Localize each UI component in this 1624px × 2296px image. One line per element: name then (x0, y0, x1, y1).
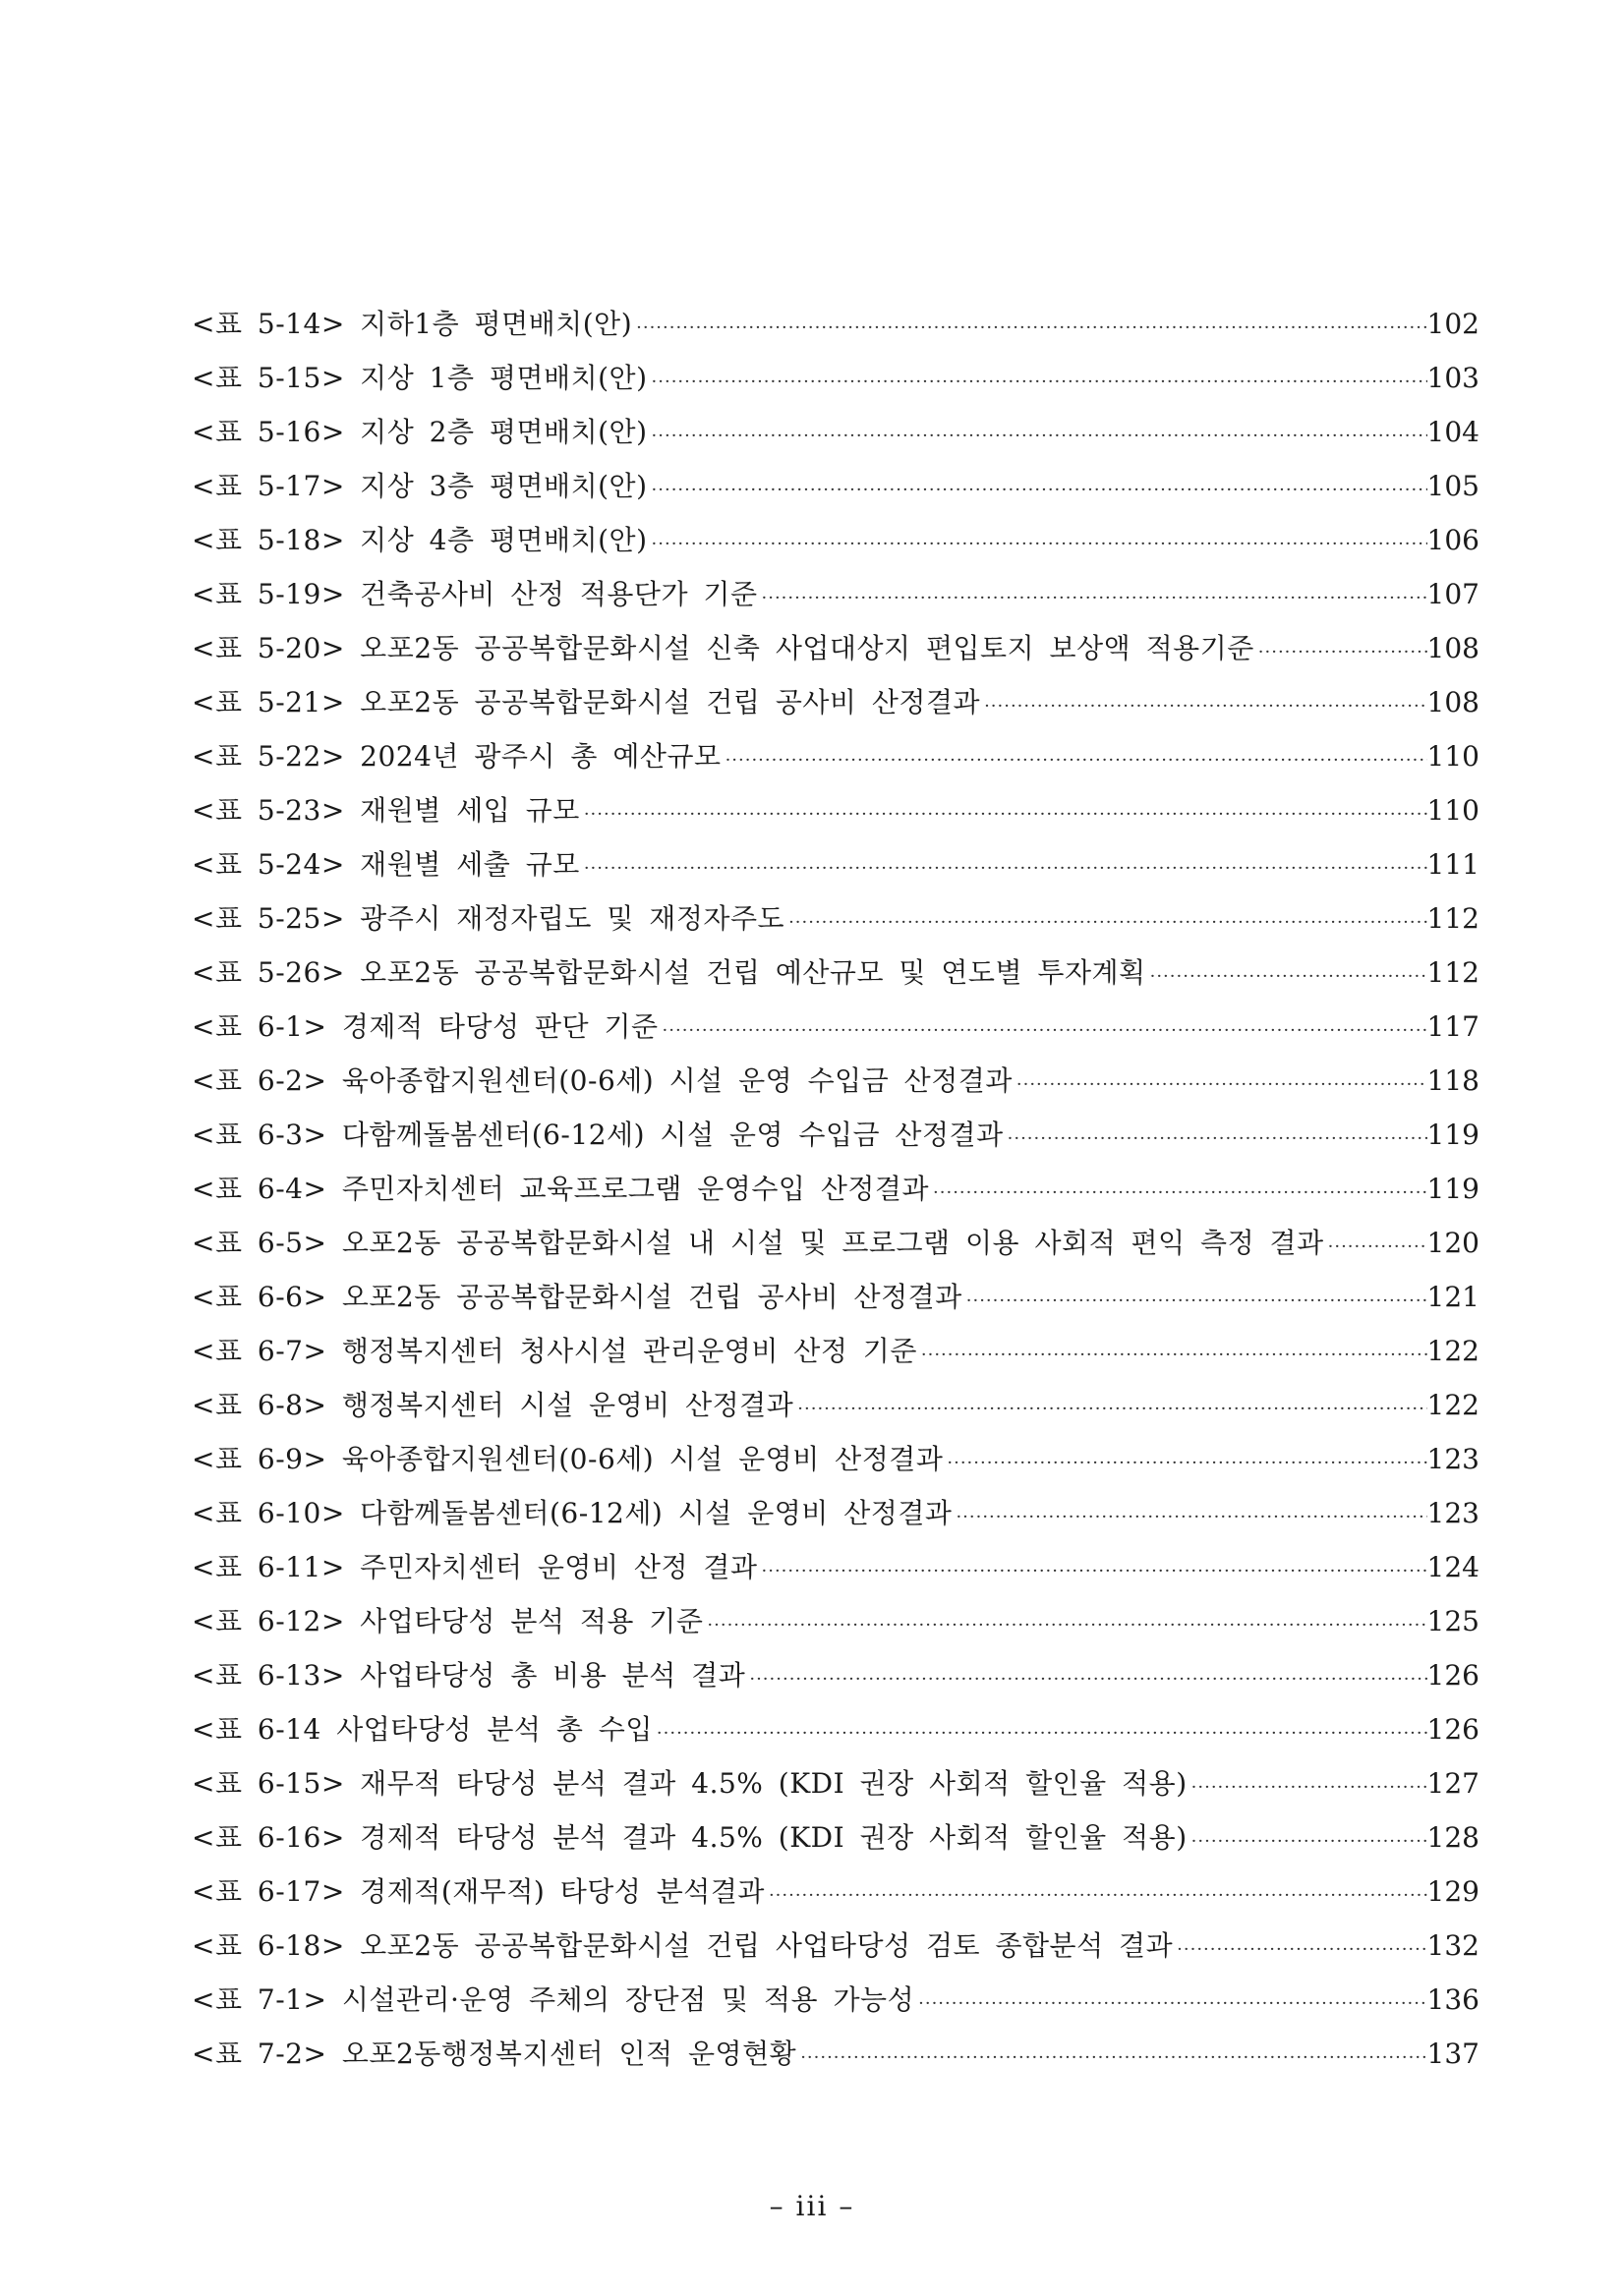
toc-dot-leader (1188, 1814, 1427, 1868)
toc-dot-leader (648, 409, 1427, 463)
toc-entry[interactable] (192, 837, 1479, 891)
toc-entry-page: 111 (1426, 848, 1479, 881)
toc-entry-title: <표 5-22> 2024년 광주시 총 예산규모 (192, 740, 722, 773)
toc-dot-leader (653, 1706, 1427, 1760)
toc-entry[interactable] (192, 1810, 1479, 1865)
toc-entry-page: 126 (1426, 1659, 1479, 1692)
toc-entry[interactable] (192, 1648, 1479, 1702)
toc-entry-page: 110 (1426, 794, 1479, 827)
toc-entry[interactable] (192, 1162, 1479, 1216)
toc-entry-page: 108 (1426, 686, 1479, 718)
toc-dot-leader (1173, 1923, 1426, 1977)
toc-entry-page: 103 (1426, 362, 1479, 394)
toc-entry[interactable] (192, 891, 1479, 946)
toc-entry-title: <표 5-25> 광주시 재정자립도 및 재정자주도 (192, 902, 785, 935)
toc-dot-leader (796, 2031, 1426, 2085)
toc-entry[interactable] (192, 675, 1479, 729)
page-number: – iii – (769, 2190, 855, 2222)
toc-dot-leader (648, 517, 1427, 571)
toc-entry[interactable] (192, 1378, 1479, 1432)
toc-dot-leader (962, 1274, 1427, 1328)
toc-dot-leader (758, 1544, 1427, 1598)
toc-entry-title: <표 5-20> 오포2동 공공복합문화시설 신축 사업대상지 편입토지 보상액 적용기준 (192, 632, 1254, 664)
toc-entry[interactable] (192, 1865, 1479, 1919)
toc-entry-title: <표 6-8> 행정복지센터 시설 운영비 산정결과 (192, 1389, 794, 1421)
toc-dot-leader (648, 463, 1427, 517)
toc-entry[interactable] (192, 1756, 1479, 1810)
toc-dot-leader (745, 1652, 1426, 1706)
toc-entry-page: 129 (1426, 1875, 1479, 1908)
toc-entry-title: <표 6-6> 오포2동 공공복합문화시설 건립 공사비 산정결과 (192, 1281, 962, 1313)
toc-entry-title: <표 6-2> 육아종합지원센터(0-6세) 시설 운영 수입금 산정결과 (192, 1064, 1013, 1097)
toc-entry-title: <표 6-3> 다함께돌봄센터(6-12세) 시설 운영 수입금 산정결과 (192, 1119, 1004, 1151)
toc-entry-title: <표 5-23> 재원별 세입 규모 (192, 794, 580, 827)
toc-entry-title: <표 6-12> 사업타당성 분석 적용 기준 (192, 1605, 704, 1637)
toc-dot-leader (1013, 1058, 1427, 1112)
toc-entry-page: 127 (1426, 1767, 1479, 1800)
toc-dot-leader (703, 1598, 1426, 1652)
toc-entry-page: 123 (1426, 1443, 1479, 1475)
toc-entry-title: <표 5-19> 건축공사비 산정 적용단가 기준 (192, 578, 758, 610)
toc-entry-page: 122 (1426, 1335, 1479, 1367)
toc-dot-leader (980, 679, 1426, 733)
toc-dot-leader (917, 1328, 1427, 1382)
toc-dot-leader (1188, 1760, 1427, 1814)
toc-entry-page: 123 (1426, 1497, 1479, 1529)
toc-entry[interactable] (192, 1594, 1479, 1648)
toc-entry-page: 121 (1426, 1281, 1479, 1313)
toc-entry[interactable] (192, 297, 1479, 351)
toc-entry[interactable] (192, 946, 1479, 1000)
toc-entry[interactable] (192, 567, 1479, 621)
toc-dot-leader (632, 301, 1426, 355)
toc-entry[interactable] (192, 1702, 1479, 1756)
toc-entry-title: <표 5-21> 오포2동 공공복합문화시설 건립 공사비 산정결과 (192, 686, 981, 718)
toc-entry[interactable] (192, 459, 1479, 513)
toc-entry-title: <표 6-7> 행정복지센터 청사시설 관리운영비 산정 기준 (192, 1335, 917, 1367)
toc-entry[interactable] (192, 1432, 1479, 1486)
toc-entry-page: 112 (1426, 902, 1479, 935)
toc-entry-page: 126 (1426, 1713, 1479, 1746)
toc-entry-page: 112 (1426, 956, 1479, 989)
toc-entry-title: <표 6-15> 재무적 타당성 분석 결과 4.5% (KDI 권장 사회적 할인율 적용) (192, 1767, 1188, 1800)
toc-entry[interactable] (192, 729, 1479, 783)
toc-dot-leader (659, 1004, 1427, 1058)
toc-entry[interactable] (192, 1324, 1479, 1378)
toc-entry-page: 117 (1426, 1010, 1479, 1043)
toc-entry-title: <표 7-1> 시설관리·운영 주체의 장단점 및 적용 가능성 (192, 1983, 915, 2016)
toc-entry[interactable] (192, 1540, 1479, 1594)
toc-dot-leader (943, 1436, 1426, 1490)
toc-entry-title: <표 5-18> 지상 4층 평면배치(안) (192, 524, 648, 556)
toc-entry-page: 104 (1426, 416, 1479, 448)
toc-entry-page: 122 (1426, 1389, 1479, 1421)
toc-dot-leader (1324, 1220, 1427, 1274)
toc-dot-leader (1254, 625, 1427, 679)
toc-entry-title: <표 5-26> 오포2동 공공복합문화시설 건립 예산규모 및 연도별 투자계획 (192, 956, 1146, 989)
toc-entry[interactable] (192, 351, 1479, 405)
toc-dot-leader (929, 1166, 1427, 1220)
toc-entry[interactable] (192, 1216, 1479, 1270)
toc-entry-title: <표 6-17> 경제적(재무적) 타당성 분석결과 (192, 1875, 765, 1908)
toc-entry[interactable] (192, 1973, 1479, 2027)
toc-entry-title: <표 6-10> 다함께돌봄센터(6-12세) 시설 운영비 산정결과 (192, 1497, 953, 1529)
toc-entry-title: <표 5-24> 재원별 세출 규모 (192, 848, 580, 881)
toc-entry[interactable] (192, 1000, 1479, 1054)
toc-entry-title: <표 6-9> 육아종합지원센터(0-6세) 시설 운영비 산정결과 (192, 1443, 944, 1475)
toc-entry[interactable] (192, 2027, 1479, 2081)
toc-entry[interactable] (192, 405, 1479, 459)
toc-entry[interactable] (192, 1919, 1479, 1973)
toc-entry-page: 132 (1426, 1929, 1479, 1962)
toc-entry-page: 107 (1426, 578, 1479, 610)
toc-dot-leader (580, 841, 1427, 895)
toc-entry[interactable] (192, 1270, 1479, 1324)
toc-entry-page: 108 (1426, 632, 1479, 664)
toc-entry[interactable] (192, 1108, 1479, 1162)
toc-entry-title: <표 7-2> 오포2동행정복지센터 인적 운영현황 (192, 2038, 797, 2070)
toc-dot-leader (765, 1868, 1427, 1923)
toc-dot-leader (914, 1977, 1426, 2031)
toc-entry-title: <표 5-14> 지하1층 평면배치(안) (192, 308, 633, 340)
toc-entry-page: 119 (1426, 1119, 1479, 1151)
toc-entry-title: <표 6-13> 사업타당성 총 비용 분석 결과 (192, 1659, 746, 1692)
toc-entry-page: 125 (1426, 1605, 1479, 1637)
toc-dot-leader (1146, 949, 1427, 1004)
toc-entry[interactable] (192, 1486, 1479, 1540)
toc-entry-page: 124 (1426, 1551, 1479, 1583)
toc-entry-title: <표 6-18> 오포2동 공공복합문화시설 건립 사업타당성 검토 종합분석 결과 (192, 1929, 1174, 1962)
toc-entry-page: 110 (1426, 740, 1479, 773)
toc-entry-page: 102 (1426, 308, 1479, 340)
toc-entry-title: <표 5-17> 지상 3층 평면배치(안) (192, 470, 648, 502)
toc-dot-leader (580, 787, 1427, 841)
toc-entry-title: <표 6-1> 경제적 타당성 판단 기준 (192, 1010, 659, 1043)
toc-entry-title: <표 6-4> 주민자치센터 교육프로그램 운영수입 산정결과 (192, 1173, 930, 1205)
toc-dot-leader (758, 571, 1427, 625)
toc-entry[interactable] (192, 513, 1479, 567)
table-of-contents (192, 297, 1479, 2081)
toc-entry-title: <표 6-14 사업타당성 분석 총 수입 (192, 1713, 653, 1746)
toc-entry-page: 119 (1426, 1173, 1479, 1205)
toc-entry[interactable] (192, 1054, 1479, 1108)
toc-entry-page: 120 (1426, 1227, 1479, 1259)
toc-entry-title: <표 6-5> 오포2동 공공복합문화시설 내 시설 및 프로그램 이용 사회적 편익 측정 결과 (192, 1227, 1324, 1259)
toc-dot-leader (952, 1490, 1426, 1544)
toc-entry-title: <표 6-16> 경제적 타당성 분석 결과 4.5% (KDI 권장 사회적 할인율 적용) (192, 1821, 1188, 1854)
toc-entry-title: <표 6-11> 주민자치센터 운영비 산정 결과 (192, 1551, 758, 1583)
toc-dot-leader (1004, 1112, 1427, 1166)
toc-entry[interactable] (192, 621, 1479, 675)
toc-entry-page: 106 (1426, 524, 1479, 556)
toc-entry[interactable] (192, 783, 1479, 837)
toc-dot-leader (784, 895, 1426, 949)
toc-entry-page: 128 (1426, 1821, 1479, 1854)
toc-entry-page: 118 (1426, 1064, 1479, 1097)
toc-dot-leader (648, 355, 1427, 409)
toc-entry-page: 137 (1426, 2038, 1479, 2070)
toc-dot-leader (722, 733, 1427, 787)
toc-entry-title: <표 5-16> 지상 2층 평면배치(안) (192, 416, 648, 448)
toc-entry-page: 105 (1426, 470, 1479, 502)
toc-entry-title: <표 5-15> 지상 1층 평면배치(안) (192, 362, 648, 394)
toc-dot-leader (793, 1382, 1426, 1436)
toc-entry-page: 136 (1426, 1983, 1479, 2016)
